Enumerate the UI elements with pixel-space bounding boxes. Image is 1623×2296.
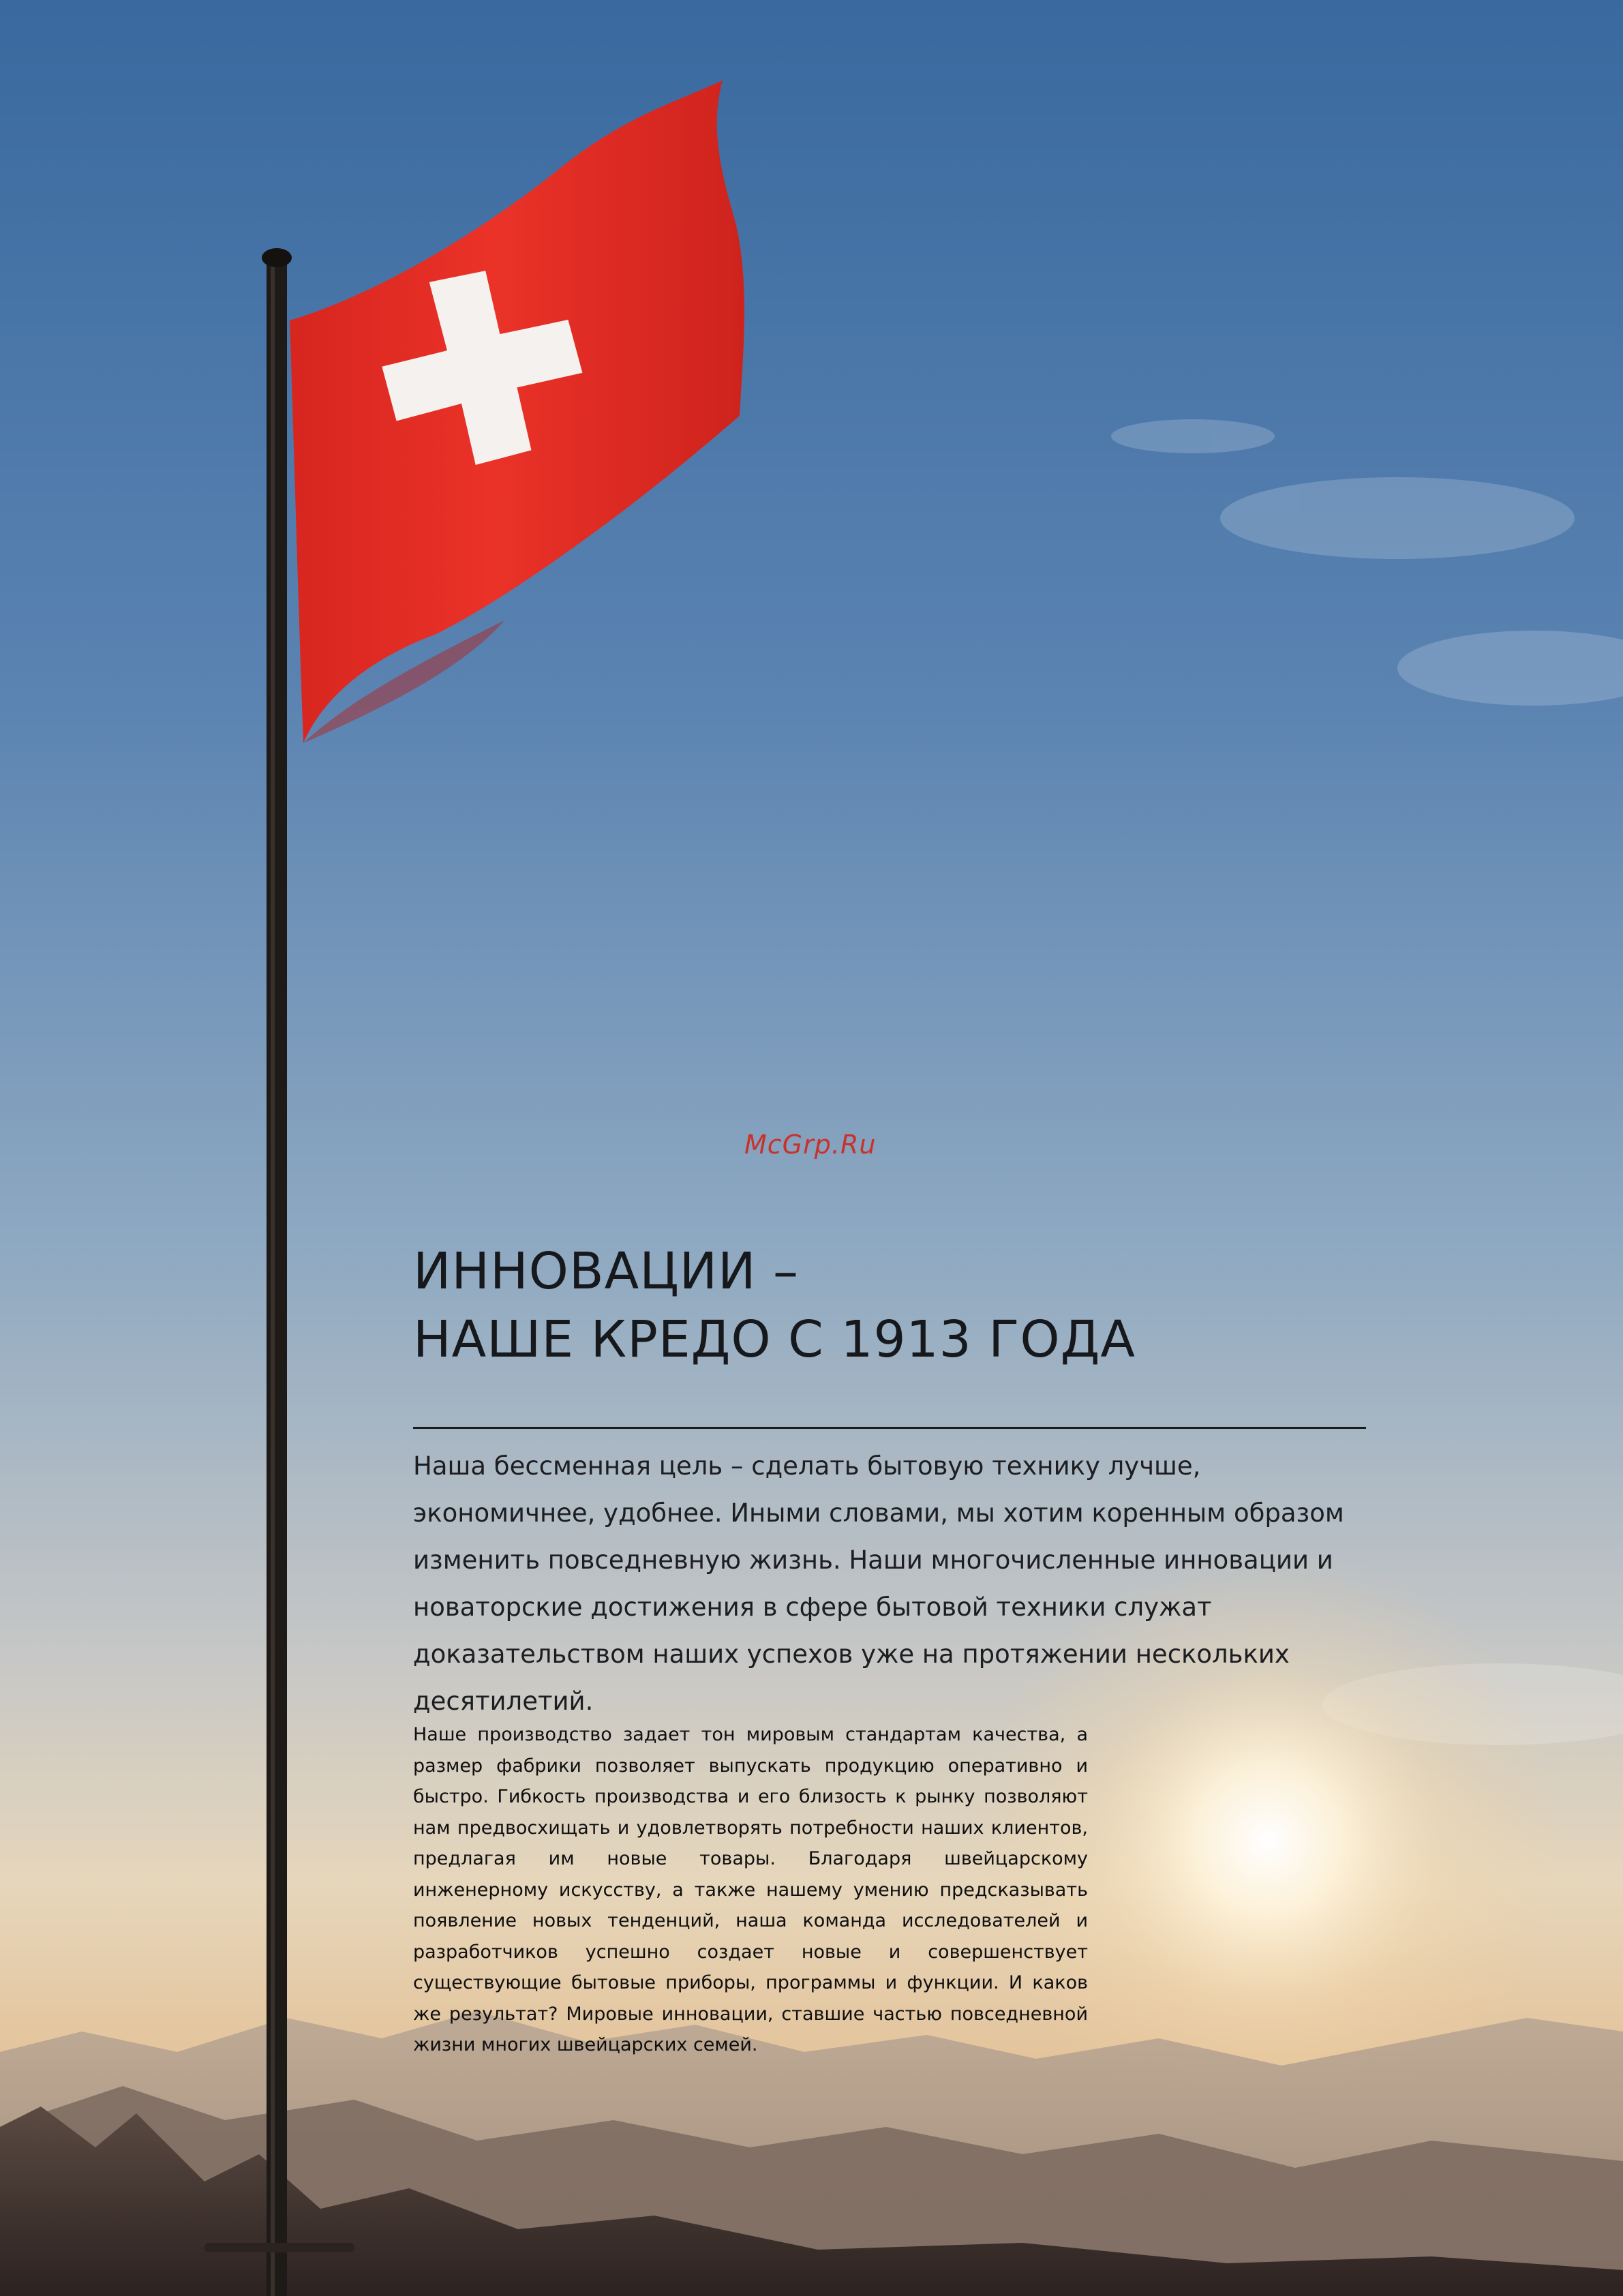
title-line-2: НАШЕ КРЕДО С 1913 ГОДА [413,1310,1136,1369]
watermark: McGrp.Ru [744,1130,877,1160]
divider [413,1427,1366,1429]
title-line-1: ИННОВАЦИИ – [413,1242,799,1301]
body-paragraph: Наше производство задает тон мировым стандартам качества, а размер фабрики позволяет выпускать продукцию оперативно и быстро. Гибкость производства и его близость к рынку позволяют нам предвосхищать и удовлетворять потребности наших клиентов, предлагая им новые товары. Благодаря швейцарскому инженерному искусству, а также нашему умению предсказывать появление новых тенденций, наша команда исследователей и разработчиков успешно создает новые и совершенствует существующие бытовые приборы, программы и функции. И каков же результат? Мировые инновации, ставшие частью повседневной жизни многих швейцарских семей. [413,1724,1088,2055]
lead-paragraph: Наша бессменная цель – сделать бытовую технику лучше, экономичнее, удобнее. Иными словами, мы хотим коренным образом изменить повседневную жизнь. Наши многочисленные инновации и новаторские достижения в сфере бытовой техники служат доказательством наших успехов уже на протяжении нескольких десятилетий. [413,1451,1344,1716]
page-title [413,1237,1136,1374]
